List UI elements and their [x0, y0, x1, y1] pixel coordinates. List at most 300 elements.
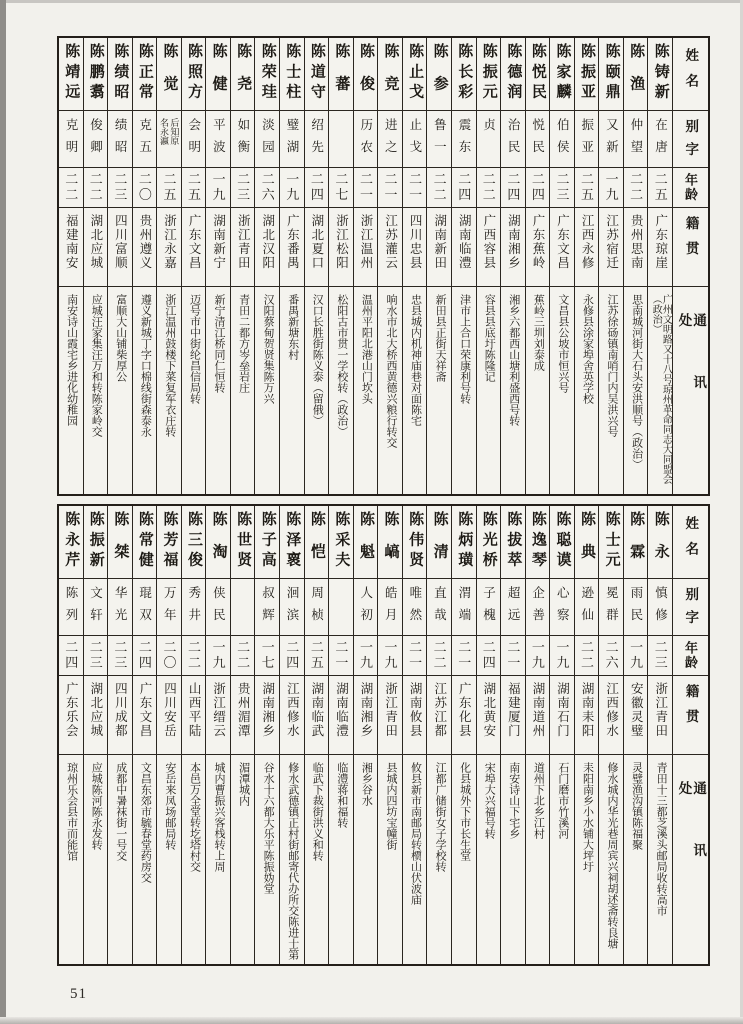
entry-age: 二一 — [382, 172, 398, 203]
entry-address: 津市上合口荣康利号转 — [458, 294, 471, 404]
entry-name: 陈振元 — [480, 43, 497, 104]
entry-native-place-cell — [575, 675, 599, 754]
entry-age: 二四 — [308, 172, 324, 203]
entry-native-place-cell — [477, 675, 501, 754]
entry-courtesy-name-cell — [354, 578, 378, 635]
entry-age: 二三 — [112, 640, 128, 671]
entry-native-place: 四川富顺 — [113, 214, 128, 270]
entry-courtesy-name-cell — [255, 110, 279, 167]
registry-entry-column — [353, 38, 378, 494]
entry-native-place: 湖南临武 — [309, 682, 324, 738]
entry-native-place-cell — [427, 675, 451, 754]
entry-age: 二三 — [87, 640, 103, 671]
registry-entry-column — [107, 38, 132, 494]
entry-courtesy-name: 绍先 — [309, 118, 324, 162]
registry-entry-column — [156, 38, 181, 494]
entry-address: 遵义新城丁字口棉线街森泰永 — [139, 294, 152, 437]
entry-native-place: 江苏江都 — [432, 682, 447, 738]
entry-courtesy-name: 万年 — [162, 586, 177, 630]
registry-entry-column — [254, 38, 279, 494]
entry-courtesy-name: 后知原名永瀛 — [158, 118, 180, 145]
entry-name: 陈桀 — [112, 511, 129, 576]
entry-native-place: 广东文昌 — [555, 214, 570, 270]
registry-entry-column — [205, 38, 230, 494]
entry-age-cell — [255, 167, 279, 207]
entry-age: 二〇 — [136, 172, 152, 203]
registry-entry-column — [279, 506, 304, 964]
entry-courtesy-name: 会明 — [186, 118, 201, 162]
entry-courtesy-name-cell — [280, 110, 304, 167]
entry-age: 一九 — [210, 640, 226, 671]
entry-native-place: 江西永修 — [580, 214, 595, 270]
entry-courtesy-name: 人初 — [358, 586, 373, 630]
entry-name: 陈正常 — [136, 43, 153, 104]
entry-name: 陈绩昭 — [112, 43, 129, 104]
entry-courtesy-name-cell — [452, 110, 476, 167]
entry-age-cell — [354, 635, 378, 675]
entry-name: 陈家麟 — [554, 43, 571, 104]
entry-native-place-cell — [280, 675, 304, 754]
entry-courtesy-name-cell — [206, 110, 230, 167]
entry-address: 南安诗山霞宅乡进化幼稚园 — [65, 294, 78, 426]
entry-age-cell — [108, 167, 132, 207]
entry-name: 陈尧 — [235, 43, 252, 108]
entry-native-place: 湖南攸县 — [408, 682, 423, 738]
entry-native-place: 江西修水 — [604, 682, 619, 738]
entry-native-place: 湖南石门 — [555, 682, 570, 738]
entry-courtesy-name-cell — [157, 578, 181, 635]
registry-entry-column — [304, 38, 329, 494]
entry-age: 二四 — [136, 640, 152, 671]
entry-courtesy-name: 叔辉 — [260, 586, 275, 630]
entry-native-place: 四川安岳 — [162, 682, 177, 738]
entry-courtesy-name-cell — [182, 110, 206, 167]
entry-address-cell — [329, 286, 353, 494]
entry-native-place-cell — [550, 675, 574, 754]
entry-courtesy-name-cell — [59, 578, 83, 635]
column-header-name-label: 姓名 — [683, 516, 699, 568]
registry-entry-column — [254, 506, 279, 964]
entry-name-cell — [648, 506, 672, 578]
entry-address: 忠县城内机神庙巷对面陈宅 — [409, 294, 422, 426]
entry-address-cell — [477, 754, 501, 964]
entry-name: 陈振新 — [87, 511, 104, 572]
entry-age: 一九 — [284, 172, 300, 203]
registry-entry-column — [426, 506, 451, 964]
entry-name-cell — [108, 38, 132, 110]
entry-name: 陈霖 — [628, 511, 645, 576]
entry-name: 陈嵪 — [382, 511, 399, 576]
entry-native-place: 湖南湘乡 — [506, 214, 521, 270]
entry-name-cell — [206, 38, 230, 110]
entry-name-cell — [157, 506, 181, 578]
entry-native-place-cell — [624, 207, 648, 286]
column-header-name — [673, 506, 708, 578]
registry-entry-column — [451, 506, 476, 964]
entry-native-place-cell — [329, 675, 353, 754]
entry-native-place-cell — [231, 675, 255, 754]
entry-name-cell — [550, 38, 574, 110]
entry-address: 松阳古市贯一学校转（政治） — [335, 294, 348, 437]
entry-native-place-cell — [59, 207, 83, 286]
entry-age-cell — [280, 167, 304, 207]
column-header-native-place — [673, 675, 708, 754]
entry-courtesy-name-cell — [280, 578, 304, 635]
entry-name-cell — [182, 38, 206, 110]
entry-name: 陈士柱 — [284, 43, 301, 104]
entry-courtesy-name: 又新 — [604, 118, 619, 162]
registry-entry-column — [377, 38, 402, 494]
entry-courtesy-name-cell — [108, 578, 132, 635]
column-header-age-label: 年龄 — [683, 172, 698, 203]
entry-age-cell — [575, 167, 599, 207]
entry-name: 陈止戈 — [407, 43, 424, 104]
entry-native-place-cell — [403, 207, 427, 286]
entry-courtesy-name: 止戈 — [407, 118, 422, 162]
page-number: 51 — [70, 986, 87, 1002]
entry-address: 富顺大山铺柴厚公 — [114, 294, 127, 382]
entry-courtesy-name-cell — [501, 578, 525, 635]
entry-courtesy-name-cell — [403, 110, 427, 167]
entry-age: 一九 — [554, 640, 570, 671]
entry-native-place-cell — [59, 675, 83, 754]
entry-courtesy-name: 慎修 — [653, 586, 668, 630]
entry-name-cell — [403, 38, 427, 110]
entry-address: 石门磨市竹溪河 — [556, 762, 569, 839]
entry-age: 二四 — [284, 640, 300, 671]
entry-name-cell — [526, 38, 550, 110]
entry-name-cell — [378, 38, 402, 110]
registry-entry-column — [328, 38, 353, 494]
entry-native-place-cell — [305, 207, 329, 286]
entry-name: 陈魁 — [357, 511, 374, 576]
entry-address-cell — [403, 754, 427, 964]
entry-courtesy-name-cell — [624, 578, 648, 635]
entry-address: 浙江温州鼓楼下菜复军衣庄转 — [163, 294, 176, 437]
entry-name-cell — [305, 506, 329, 578]
registry-entry-column — [623, 38, 648, 494]
registry-entry-column — [230, 506, 255, 964]
entry-name-cell — [59, 38, 83, 110]
entry-age: 二三 — [652, 640, 668, 671]
entry-native-place: 江西修水 — [285, 682, 300, 738]
entry-age: 一九 — [529, 640, 545, 671]
scan-edge-top — [0, 0, 743, 3]
registry-entry-column — [83, 506, 108, 964]
entry-name-cell — [354, 38, 378, 110]
entry-age: 二七 — [333, 172, 349, 203]
entry-age: 二三 — [112, 172, 128, 203]
entry-address-cell — [526, 286, 550, 494]
entry-name-cell — [84, 38, 108, 110]
entry-name-cell — [624, 38, 648, 110]
entry-native-place-cell — [550, 207, 574, 286]
entry-native-place: 湖北夏口 — [309, 214, 324, 270]
entry-courtesy-name: 子槐 — [481, 586, 496, 630]
entry-address: 湘乡谷水 — [360, 762, 373, 806]
entry-age-cell — [648, 635, 672, 675]
column-header-address-label: 通讯处 — [676, 313, 707, 438]
column-header-native-place-label: 籍贯 — [683, 216, 699, 266]
entry-native-place: 福建厦门 — [506, 682, 521, 738]
entry-address-cell — [280, 286, 304, 494]
entry-courtesy-name: 绩昭 — [113, 118, 128, 162]
entry-address-cell — [648, 286, 672, 494]
entry-age: 二五 — [308, 640, 324, 671]
registry-entry-column — [230, 38, 255, 494]
entry-courtesy-name-cell — [133, 578, 157, 635]
entry-age-cell — [108, 635, 132, 675]
entry-age: 二二 — [235, 640, 251, 671]
entry-courtesy-name: 陈列 — [63, 586, 78, 630]
entry-courtesy-name-cell — [84, 110, 108, 167]
registry-entry-column — [525, 506, 550, 964]
entry-courtesy-name-cell — [648, 578, 672, 635]
entry-address: 新田县正街天祥斋 — [434, 294, 447, 382]
registry-entry-column — [59, 506, 83, 964]
entry-address: 耒阳南乡小水铺大坪圩 — [581, 762, 594, 872]
entry-courtesy-name: 平波 — [211, 118, 226, 162]
entry-courtesy-name-cell — [378, 110, 402, 167]
entry-age-cell — [427, 635, 451, 675]
entry-courtesy-name: 治民 — [506, 118, 521, 162]
entry-name: 陈竞 — [382, 43, 399, 108]
entry-age-cell — [59, 167, 83, 207]
entry-age: 二六 — [603, 640, 619, 671]
registry-entry-column — [328, 506, 353, 964]
entry-address-cell — [133, 754, 157, 964]
entry-address-cell — [550, 754, 574, 964]
entry-address: 宋埠大兴福号转 — [483, 762, 496, 839]
entry-native-place: 四川忠县 — [408, 214, 423, 270]
entry-native-place: 湖南耒阳 — [580, 682, 595, 738]
entry-address: 湄潭城内 — [237, 762, 250, 806]
entry-address-cell — [231, 754, 255, 964]
entry-name-cell — [599, 506, 623, 578]
entry-courtesy-name: 俊卿 — [88, 118, 103, 162]
entry-name: 陈永芹 — [63, 511, 80, 572]
entry-age: 二三 — [554, 172, 570, 203]
entry-courtesy-name: 伯侯 — [555, 118, 570, 162]
entry-native-place-cell — [624, 675, 648, 754]
entry-courtesy-name-cell — [427, 110, 451, 167]
entry-native-place: 浙江缙云 — [211, 682, 226, 738]
entry-courtesy-name-cell — [550, 578, 574, 635]
entry-native-place: 湖北应城 — [88, 682, 103, 738]
entry-address-cell — [157, 286, 181, 494]
entry-age-cell — [231, 635, 255, 675]
entry-age-cell — [599, 635, 623, 675]
entry-native-place: 湖北黄安 — [481, 682, 496, 738]
entry-name: 陈悦民 — [529, 43, 546, 104]
entry-native-place: 广东文昌 — [137, 682, 152, 738]
entry-native-place-cell — [477, 207, 501, 286]
entry-age-cell — [305, 635, 329, 675]
entry-address-cell — [84, 286, 108, 494]
entry-courtesy-name: 克五 — [137, 118, 152, 162]
entry-courtesy-name-cell — [59, 110, 83, 167]
registry-entry-column — [181, 38, 206, 494]
column-header-address — [673, 754, 708, 964]
entry-age-cell — [157, 167, 181, 207]
entry-name-cell — [305, 38, 329, 110]
entry-name: 陈颐鼎 — [603, 43, 620, 104]
entry-age-cell — [231, 167, 255, 207]
column-header-age — [673, 635, 708, 675]
entry-age-cell — [501, 635, 525, 675]
entry-native-place: 广东化县 — [457, 682, 472, 738]
registry-entry-column — [647, 38, 672, 494]
column-header-courtesy-name — [673, 578, 708, 635]
entry-address: 温州平阳北港山门坎头 — [360, 294, 373, 404]
entry-courtesy-name: 秀井 — [186, 586, 201, 630]
registry-entry-column — [132, 38, 157, 494]
entry-age: 一九 — [357, 640, 373, 671]
entry-address-cell — [452, 754, 476, 964]
registry-table-bottom — [57, 504, 710, 966]
entry-address: 琼州乐会县市而能馆 — [65, 762, 78, 861]
registry-entry-column — [451, 38, 476, 494]
entry-courtesy-name: 洄滨 — [285, 586, 300, 630]
registry-entry-column — [205, 506, 230, 964]
registry-entry-column — [59, 38, 83, 494]
entry-native-place: 湖南湘乡 — [359, 682, 374, 738]
entry-courtesy-name-cell — [624, 110, 648, 167]
entry-age: 一九 — [628, 640, 644, 671]
entry-native-place: 广东琼崖 — [653, 214, 668, 270]
entry-address-cell — [624, 286, 648, 494]
entry-age: 二二 — [63, 172, 79, 203]
entry-address: 湘乡六都西山塘利盛西号转 — [507, 294, 520, 426]
entry-name-cell — [501, 506, 525, 578]
entry-name: 陈淘 — [210, 511, 227, 576]
entry-name-cell — [182, 506, 206, 578]
entry-native-place-cell — [157, 207, 181, 286]
registry-entry-column — [549, 38, 574, 494]
entry-address-cell — [182, 286, 206, 494]
entry-address: 青田十三都芝溪头邮局收转高市 — [655, 762, 668, 916]
entry-age-cell — [329, 635, 353, 675]
entry-address-cell — [575, 286, 599, 494]
entry-name: 陈荣珪 — [259, 43, 276, 104]
entry-address-cell — [280, 754, 304, 964]
entry-native-place-cell — [206, 207, 230, 286]
entry-native-place: 湖南临澧 — [457, 214, 472, 270]
entry-age-cell — [206, 167, 230, 207]
entry-native-place-cell — [108, 675, 132, 754]
entry-age: 二四 — [63, 640, 79, 671]
entry-age-cell — [133, 167, 157, 207]
entry-native-place: 湖北汉阳 — [260, 214, 275, 270]
entry-courtesy-name-cell — [427, 578, 451, 635]
entry-name: 陈采夫 — [333, 511, 350, 572]
entry-courtesy-name-cell — [305, 110, 329, 167]
entry-address-cell — [526, 754, 550, 964]
entry-native-place-cell — [526, 675, 550, 754]
entry-native-place-cell — [452, 207, 476, 286]
entry-address-cell — [599, 754, 623, 964]
column-header-courtesy-name-label: 别字 — [683, 119, 699, 165]
entry-address-cell — [427, 754, 451, 964]
entry-address: 谷水十六都大乐平陈振妫堂 — [262, 762, 275, 894]
entry-courtesy-name: 文轩 — [88, 586, 103, 630]
entry-age: 二一 — [505, 640, 521, 671]
entry-courtesy-name-cell — [526, 578, 550, 635]
entry-address-cell — [354, 286, 378, 494]
entry-age-cell — [403, 635, 427, 675]
entry-name: 陈道守 — [308, 43, 325, 104]
entry-name: 陈伟贤 — [407, 511, 424, 572]
entry-courtesy-name-cell — [231, 578, 255, 635]
entry-native-place: 浙江青田 — [383, 682, 398, 738]
entry-address: 临澧蒋和福转 — [335, 762, 348, 828]
entry-age: 二四 — [480, 640, 496, 671]
entry-address-cell — [477, 286, 501, 494]
entry-native-place: 广东蕉岭 — [530, 214, 545, 270]
entry-address: 文昌县公坡市恒兴号 — [556, 294, 569, 393]
entry-name-cell — [133, 38, 157, 110]
entry-courtesy-name: 超远 — [506, 586, 521, 630]
entry-name-cell — [108, 506, 132, 578]
entry-address-cell — [206, 754, 230, 964]
entry-courtesy-name-cell — [575, 110, 599, 167]
entry-courtesy-name: 淡园 — [260, 118, 275, 162]
entry-courtesy-name-cell — [452, 578, 476, 635]
entry-age-cell — [452, 635, 476, 675]
entry-age-cell — [84, 635, 108, 675]
entry-courtesy-name-cell — [378, 578, 402, 635]
entry-native-place: 贵州遵义 — [137, 214, 152, 270]
entry-courtesy-name: 仲望 — [628, 118, 643, 162]
entry-native-place-cell — [452, 675, 476, 754]
entry-address: 南安诗山下宅乡 — [507, 762, 520, 839]
entry-address: 道州下北乡江村 — [532, 762, 545, 839]
entry-age: 二二 — [480, 172, 496, 203]
registry-entry-column — [304, 506, 329, 964]
entry-address: 迈号市中街纶昌信局转 — [188, 294, 201, 404]
entry-address: 成都中暑袜街一号交 — [114, 762, 127, 861]
entry-age-cell — [624, 167, 648, 207]
entry-native-place-cell — [182, 675, 206, 754]
registry-entry-column — [402, 506, 427, 964]
entry-courtesy-name-cell — [550, 110, 574, 167]
entry-courtesy-name: 心察 — [555, 586, 570, 630]
registry-entry-column — [574, 506, 599, 964]
entry-age: 二二 — [87, 172, 103, 203]
column-header-age-label: 年龄 — [683, 640, 698, 671]
entry-address-cell — [329, 754, 353, 964]
entry-name: 陈鹏翥 — [87, 43, 104, 104]
entry-address: 修水武德镇正村街邮寄代办所交陈进士第 — [286, 762, 299, 960]
entry-name: 陈长彩 — [456, 43, 473, 104]
entry-native-place-cell — [599, 675, 623, 754]
scan-edge-bottom — [0, 1017, 743, 1024]
entry-age-cell — [624, 635, 648, 675]
entry-native-place: 贵州湄潭 — [236, 682, 251, 738]
entry-age: 一九 — [382, 640, 398, 671]
entry-address: 永修县涂家埠舍英学校 — [581, 294, 594, 404]
registry-entry-column — [598, 38, 623, 494]
entry-address: 文昌东郊市毓春堂药房交 — [139, 762, 152, 883]
entry-native-place-cell — [378, 675, 402, 754]
entry-native-place: 福建南安 — [64, 214, 79, 270]
entry-age-cell — [477, 635, 501, 675]
entry-name: 陈德润 — [505, 43, 522, 104]
registry-entry-column — [107, 506, 132, 964]
entry-native-place-cell — [501, 675, 525, 754]
registry-entry-column — [476, 506, 501, 964]
entry-address-cell — [378, 754, 402, 964]
